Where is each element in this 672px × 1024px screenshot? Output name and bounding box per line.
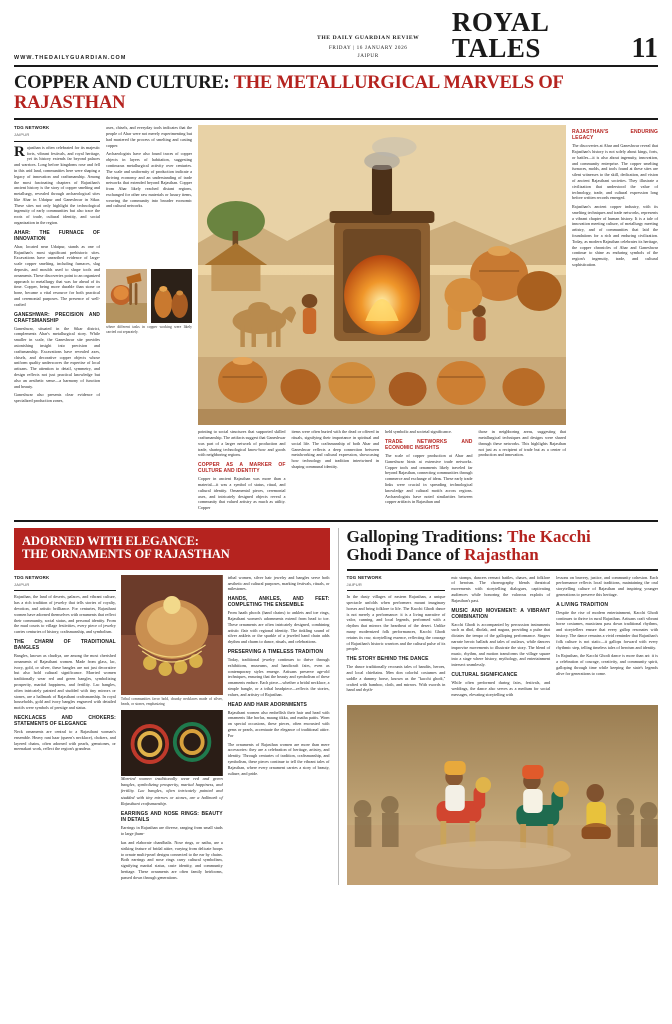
copper-tools-photo — [106, 269, 147, 323]
section-title: ROYAL TALES — [451, 7, 548, 63]
lead-column-7 — [479, 429, 567, 514]
lead-para-3: Ganeshwar, situated in the Sikar district, complements Ahar's metallurgical story. While smaller in scale, the Ganeshwar site provides astonishing insight into precision and craftsmanship. Excavations have revealed axes, chisels, and decorative copper objects whose uniform quality underscores the expertise of local artisans. The attention to detail, symmetry, and design reflects not just practical knowledge but also an aesthetic sense—a harmony of function and beauty. — [14, 325, 100, 389]
lead-article — [14, 120, 658, 514]
lead-c2-para-1: axes, chisels, and everyday tools indicates that the people of Ahar were not merely experimenting but had mastered the process of smelting and casting copper. — [106, 125, 192, 148]
galloping-byline — [347, 575, 446, 588]
orn-c3-p3: Today, traditional jewelry continues to thrive through exhibitions, museums, and handicraft fairs, even as contemporary styles emerge. Artisans preserve age-old techniques, ensuring that the beauty and symbolism of these ornaments endure. Each piece—whether a bridal necklace, a simple bangle, or a tribal headpiece—reflects the stories, values, and artistry of Rajasthan. — [227, 657, 330, 697]
gal-c3-p2: Despite the rise of modern entertainment, Kacchi Ghodi continues to thrive in rural Rajasthan. Artisans craft vibrant horse costumes, musicians pass down traditional rhythms, and storytellers ensure that every gallop resonates with history. The dance remains a vivid reminder that Rajasthan's folk culture is not static—it gallops forward with every rhythmic step, telling timeless tales of heroism and identity. — [556, 609, 658, 650]
galloping-column-1 — [347, 575, 446, 701]
ornaments-byline — [14, 575, 116, 588]
lead-artwork-area — [198, 125, 566, 514]
subhead-preserving: PRESERVING A TIMELESS TRADITION — [227, 649, 324, 656]
subhead-trade-networks: TRADE NETWORKS AND ECONOMIC INSIGHTS — [385, 438, 473, 451]
gal-c1-p1: In the dusty villages of eastern Rajasthan, a unique spectacle unfolds when performers mount imaginary horses and bring folklore to life. The Kacchi Ghodi dance is not merely a performance: it is a living narrative of valor, cunning, and local legends, performed with a rhythm that mirrors the heartbeat of the desert. Unlike many modernized folk performances, Kacchi Ghodi retains its raw, storytelling essence, reflecting the courage of Rajasthan's historic warriors and the cultural pulse of its people. — [346, 594, 446, 652]
ornaments-title — [22, 535, 322, 562]
lead-column-4 — [198, 429, 286, 514]
legacy-para-1: The discoveries at Ahar and Ganeshwar reveal that Rajasthan's history is not solely about kings, forts, or battles—it is also about ingenuity, innovation, and community enterprise. The copper smelting furnaces, molds, and tools found at these sites are silent witnesses to the skill, dedication, and vision of ancient Rajasthani societies. They illustrate a civilization that understood the value of technology, trade, and cultural expression long before written records emerged. — [572, 143, 658, 201]
orn-c2b-p: kas and elaborate chandbalis. Nose rings, or nathu, are a striking feature of bridal attire, varying from delicate hoops to ornate multi-pearl designs connected to the ear by chains. Both earrings and nose rings carry cultural symbolism, signifying marital status, caste identity, and community heritage. These ornaments are often family heirlooms, passed down through generations. — [120, 839, 223, 880]
divider — [14, 590, 116, 591]
subhead-music-movement: MUSIC AND MOVEMENT: A VIBRANT COMBINATION — [451, 607, 551, 620]
gal-c2-p2: Kacchi Ghodi is accompanied by percussion instruments such as dhol, dholak, and nagara, providing a pulse that dictates the tempo of the galloping performance. Singers narrate heroic ballads and tales of outlaws, while dancers improvise movements to illustrate the story. The blend of music, rhythm, and motion transforms the village square into a stage where history, mythology, and entertainment intersect seamlessly. — [451, 621, 551, 668]
ornaments-byline-location: JAIPUR — [14, 581, 30, 587]
divider — [347, 590, 446, 591]
date-line: FRIDAY | 16 JANUARY 2026 — [328, 44, 408, 51]
gal-c2-p1: mic stomps, dancers reenact battles, chases, and folklore of heroism. The choreography blends theatrical movements with storytelling dialogues, captivating audiences while honoring the valorous exploits of Rajasthan's past. — [451, 574, 551, 603]
divider — [347, 569, 658, 571]
headline-part-red: THE METALLURGICAL MARVELS OF RAJASTHAN — [14, 73, 563, 113]
gal-c3-p3: In Rajasthan, the Kacchi Ghodi dance is more than art: it is a celebration of courage, creativity, and community spirit, galloping through time while keeping the state's legends alive for generations to come. — [556, 653, 658, 676]
metallurgy-illustration — [198, 125, 566, 425]
lead-column-1 — [14, 125, 100, 514]
byline-location: JAIPUR — [14, 132, 30, 138]
ornaments-columns — [14, 575, 330, 840]
galloping-title-red: The Kacchi — [503, 526, 591, 546]
art-col-4-para: those in neighboring areas, suggesting that metallurgical techniques and designs were shared through these networks. This highlights Rajasthan not just as a recipient of trade but as a center of production and innovation. — [478, 429, 566, 458]
galloping-title-line2-red: Rajasthan — [464, 545, 539, 565]
jewellery-photo-caption: Tribal communities favor bold, chunky necklaces made of silver, beads, or stones, emphasizing — [120, 696, 223, 706]
subhead-earrings: EARRINGS AND NOSE RINGS: BEAUTY IN DETAILS — [120, 811, 223, 824]
page-number: 11 — [631, 33, 658, 65]
ornaments-byline-name: TDG NETWORK — [14, 574, 50, 580]
legacy-para-2: Rajasthan's ancient copper industry, with its smelting techniques and trade networks, represents a vibrant chapter of human history. It is a tale of innovation meeting culture, of metallurgy meeting artistry, and of communities that laid the foundations for a rich and enduring civilization. Today, as modern Rajasthan celebrates its heritage, the copper chronicles of Ahar and Ganeshwar continue to shine as enduring symbols of the region's ingenuity, trade, and cultural sophistication. — [572, 204, 658, 268]
subhead-ahar: AHAR: THE FURNACE OF INNOVATION — [14, 229, 100, 242]
art-col-2-para: items were often buried with the dead or offered in rituals, signifying their importance in spiritual and social life. The craftsmanship of both Ahar and Ganeshwar reflects a deep connection between metalworking and cultural expression, showcasing how technology and tradition intertwined in shaping communal identity. — [291, 429, 379, 469]
masthead — [14, 7, 658, 67]
masthead-center — [284, 34, 451, 61]
lead-column-5 — [292, 429, 380, 514]
photo-caption-left: where different tasks in copper working were likely carried out separately. — [106, 325, 192, 335]
subhead-ganeshwar: GANESHWAR: PRECISION AND CRAFTSMANSHIP — [14, 311, 100, 324]
subhead-hands-ankles-feet: HANDS, ANKLES, AND FEET: COMPLETING THE ENSEMBLE — [227, 596, 330, 609]
art-col-1-para: pointing to social structures that supported skilled craftsmanship. The artifacts suggest that Ganeshwar was part of a larger network of production and trade, sharing technological know-how and goods with neighboring regions. — [198, 429, 286, 458]
lead-column-9 — [572, 125, 658, 514]
ornaments-column-2 — [121, 575, 223, 840]
galloping-title-line2-black: Ghodi Dance of — [346, 545, 465, 565]
orn-c3-p4: The ornaments of Rajasthan women are more than mere accessories: they are a celebration of heritage, artistry, and identity. Through centuries of tradition, craftsmanship, and symbolism, these pieces continue to tell the vibrant tales of Rajasthan, where every ornament carries a story of beauty, culture, and pride. — [227, 741, 330, 776]
lead-lower-columns — [198, 429, 566, 514]
website-url: WWW.THEDAILYGUARDIAN.COM — [14, 55, 127, 62]
galloping-column-2 — [451, 575, 550, 701]
masthead-left — [14, 55, 284, 61]
subhead-necklaces: NECKLACES AND CHOKERS: STATEMENTS OF ELEGANCE — [14, 715, 116, 728]
art-col-3-para: held symbolic and societal significance. — [385, 429, 452, 435]
ornaments-title-line1: ADORNED WITH ELEGANCE: — [22, 533, 199, 548]
ornaments-title-line2: THE ORNAMENTS OF RAJASTHAN — [22, 547, 230, 562]
gal-c3-p1: lessons on bravery, justice, and community cohesion. Each performance reflects local traditions, maintaining the oral storytelling culture of Rajasthan and inspiring younger generations to preserve this heritage. — [556, 574, 658, 597]
headline-part-black: COPPER AND CULTURE: — [14, 73, 230, 94]
copper-vessels-photo — [151, 269, 192, 323]
lead-headline-block — [14, 67, 658, 120]
galloping-column-3 — [556, 575, 658, 701]
subhead-story-behind-dance: THE STORY BEHIND THE DANCE — [346, 656, 429, 663]
galloping-columns — [347, 575, 658, 701]
bangles-photo — [121, 710, 223, 776]
place-line: JAIPUR — [357, 53, 379, 60]
paper-name: THE DAILY GUARDIAN REVIEW — [316, 35, 420, 42]
pull-quote: Married women traditionally wear red and green bangles, symbolizing prosperity, marital happiness, and fertility. Lac bangles, often intricately painted and studded with tiny mirrors or stones, are a hallmark of Rajasthani craftsmanship. — [120, 775, 223, 807]
lead-column-6 — [385, 429, 473, 514]
gal-c2-p3: While often performed during fairs, festivals, and weddings, the dance also serves as a medium for social messages, elevating storytelling with — [451, 679, 551, 697]
subhead-copper-identity: COPPER AS A MARKER OF CULTURE AND IDENTITY — [198, 462, 286, 475]
lead-para-4: Ganeshwar also presents clear evidence of specialized production zones, — [14, 392, 100, 404]
galloping-byline-location: JAIPUR — [346, 581, 362, 587]
galloping-byline-name: TDG NETWORK — [346, 574, 382, 580]
ornaments-article — [14, 528, 330, 885]
orn-c1-p1: Rajasthan, the land of deserts, palaces, and vibrant culture, has a rich tradition of jewelry that tells stories of royalty, devotion, and artistic brilliance. For centuries, Rajasthani women have adorned themselves with ornaments that reflect their community, social status, and personal identity. From the mud courts to village festivities, every piece of jewelry carries centuries of history, craftsmanship, and symbolism. — [14, 594, 116, 635]
jewellery-photo — [121, 575, 223, 695]
lead-column-2 — [106, 125, 192, 514]
divider — [14, 141, 100, 142]
galloping-article — [338, 528, 658, 885]
page-title — [14, 74, 658, 113]
ornaments-column-1 — [14, 575, 116, 840]
subhead-cultural-significance: CULTURAL SIGNIFICANCE — [451, 671, 518, 678]
galloping-title — [347, 528, 658, 565]
subhead-bangles: THE CHARM OF TRADITIONAL BANGLES — [14, 639, 116, 652]
orn-c1-p3: Neck ornaments are central to a Rajasthani woman's ensemble. Heavy rani haar (queen's necklace), chokers, and layered chains, often adorned with pearls, gemstones, or meenakari work, reflect the region's grandeur. — [14, 729, 116, 752]
byline-name: TDG NETWORK — [14, 125, 50, 131]
lower-section — [14, 520, 658, 885]
orn-c3-p2: From haath phools (hand chains) to anklets and toe rings, Rajasthani women's adornments extend from head to toe. These ornaments are often intricately designed, combining artistic flair with regional identity. The tinkling sound of silver anklets or the sparkle of a jeweled hand chain adds rhythm and charm to dance, rituals, and celebrations. — [227, 610, 330, 645]
ornaments-column-2b — [121, 840, 223, 884]
subhead-living-tradition: A LIVING TRADITION — [556, 601, 609, 608]
masthead-right — [451, 7, 658, 65]
kacchi-ghodi-dance-photo — [347, 705, 658, 885]
subhead-enduring-legacy: RAJASTHAN'S ENDURING LEGACY — [572, 129, 658, 142]
ornaments-column-3 — [228, 575, 330, 840]
art-col-1-para-2: Copper in ancient Rajasthan was more than a material—it was a symbol of status, ritual, and cultural identity. Ornamental pieces, ceremonial axes, and intricately designed objects reveal a community that valued artistry as much as utility. Copper — [198, 476, 286, 511]
galloping-title-black: Galloping Traditions: — [346, 526, 504, 546]
byline — [14, 125, 100, 138]
orn-c2-p1: Earrings in Rajasthan are diverse, ranging from small studs to large jhum- — [120, 825, 223, 837]
lead-para-2: Ahar, located near Udaipur, stands as one of Rajasthan's most significant prehistoric sites. Excavations have unearthed evidence of large-scale copper smelting, including furnaces, slag deposits, and moulds used to shape tools and ornaments. These discoveries point to an organized approach to metallurgy that was far ahead of its time. Copper, being more durable than stone or bone, became a vital resource for both practical and ceremonial purposes. The presence of well-crafted — [14, 243, 100, 307]
orn-c3-p1: tribal women, silver hair jewelry and bangles serve both aesthetic and cultural purposes, marking festivals, rituals, or milestones. — [227, 574, 330, 592]
lead-para-1: Rajasthan is often celebrated for its majestic forts, vibrant festivals, and royal heritage, yet its history extends far beyond palaces and warriors. Long before kingdoms rose and fell in this arid land, communities here were shaping a legacy of innovation and craftsmanship. Among the most fascinating chapters of Rajasthan's ancient history is the story of copper smelting and metallurgy, revealed through archaeological sites like Ahar in Udaipur and Ganeshwar in Sikar. These sites not only highlight the technological ingenuity of early communities but also trace the roots of trade, cultural identity, and social organization in the region. — [14, 143, 100, 226]
orn-c3-p5: Rajasthani women also embellish their hair and head with ornaments like borlas, maang tikka, and matha pattis. Worn on special occasions, these pieces, often encrusted with gems or pearls, accentuate the elegance of traditional attire. For — [227, 709, 330, 738]
lead-c2-para-2: Archaeologists have also found traces of copper objects in layers of habitation, suggesting continuous metallurgical activity over centuries. The scale and uniformity of production indicate a thriving economy and an understanding of trade networks that extended beyond Rajasthan. Copper from Ahar likely reached distant regions, exchanged for other raw materials or luxury items, weaving the community into broader economic and cultural networks. — [106, 151, 192, 209]
ornaments-banner — [14, 528, 330, 570]
orn-c1-p2: Bangles, known as chudiya, are among the most cherished ornaments of Rajasthani women. Made from glass, lac, ivory, gold, or silver, these bangles are not just decorative but also hold cultural significance. Married women traditionally wear red and green bangles, symbolizing prosperity, marital happiness, and fertility. Lac bangles, often intricately painted and studded with tiny mirrors or stones, are a hallmark of Rajasthani craftsmanship. In royal households, gold and ivory bangles engraved with detailed motifs were symbols of prestige and status. — [14, 653, 116, 711]
subhead-head-hair: HEAD AND HAIR ADORNMENTS — [227, 701, 307, 708]
gal-c1-p2: The dance traditionally recounts tales of bandits, heroes, and local chieftains. Men don colorful costumes and saddle a dummy horse, known as the "kacchi ghodi," crafted with bamboo, cloth, and mirrors. With swords in hand and rhyth- — [346, 664, 446, 693]
art-col-3-para-2: The scale of copper production at Ahar and Ganeshwar hints at extensive trade networks. Copper tools and ornaments likely traveled far beyond Rajasthan, connecting communities through commerce and exchange of ideas. These early trade links were crucial in spreading technological knowledge and cultural motifs across regions. Archaeologists have noted similarities between copper artifacts in Rajasthan and — [385, 452, 473, 505]
